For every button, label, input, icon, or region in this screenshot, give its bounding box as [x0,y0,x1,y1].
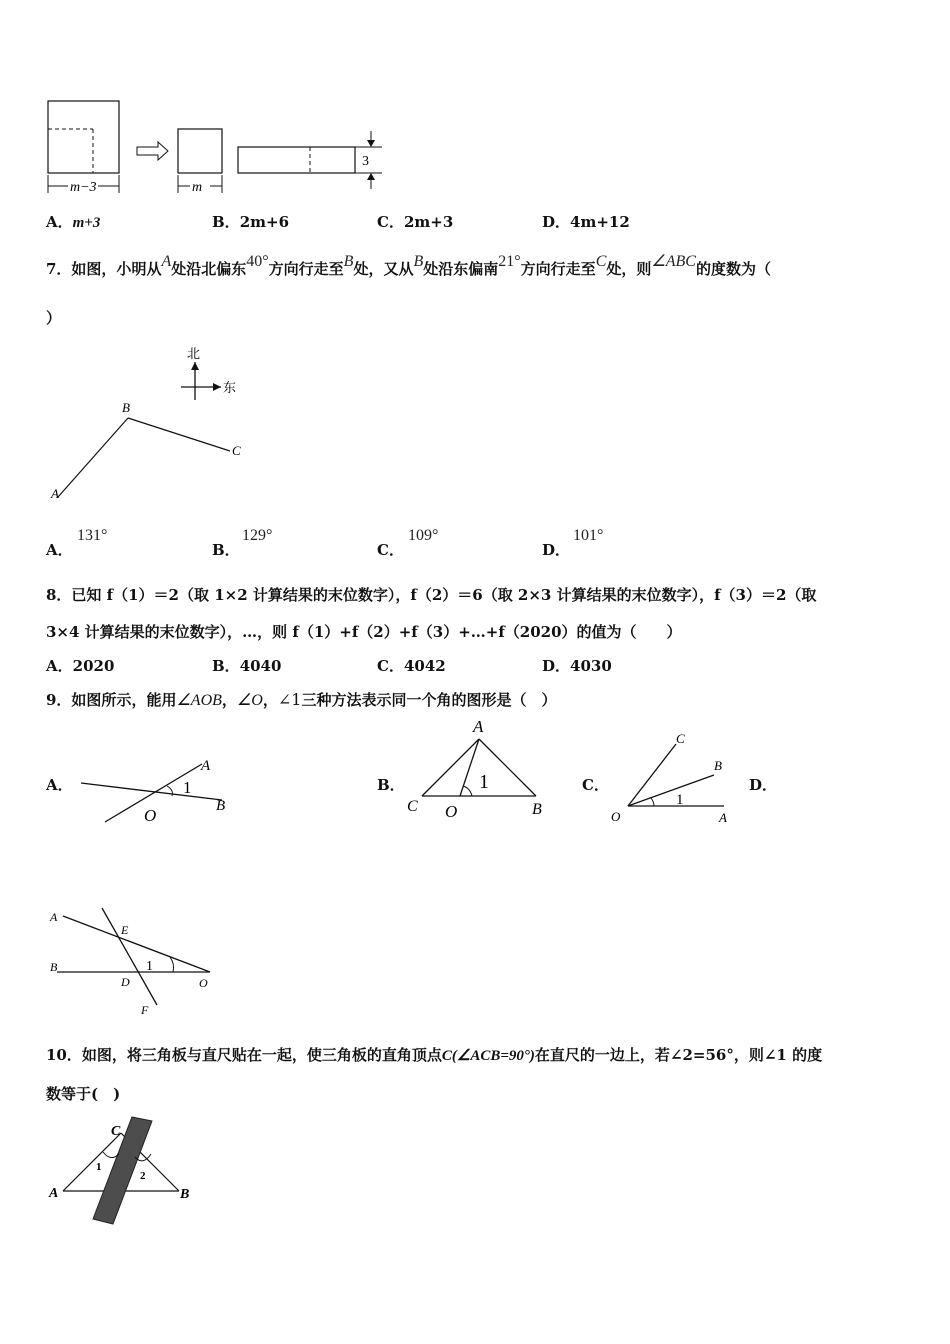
q8-option-b [212,655,281,676]
q7-text-4: 处，又从 [353,260,414,278]
q7-point-b-2: B [413,253,424,270]
q10-label-2: 2 [140,1170,146,1182]
q6-option-b [212,211,289,232]
q6-option-b-letter: B． [212,213,240,231]
q6-option-a [46,211,100,232]
q9d-label-1: 1 [146,959,153,974]
q9-sep-1: ， [221,691,237,709]
q8-option-a-letter: A． [46,657,73,675]
q9-angle-o: ∠O [236,692,263,709]
q6-option-a-text: m+3 [72,215,101,231]
q9d-label-f: F [141,1003,149,1017]
q6-option-d-letter: D． [542,213,571,231]
q7-option-d [542,539,570,560]
q8-option-a-text: 2020 [72,657,115,675]
q7-deg-40: 40° [246,253,269,270]
q7-text-3: 方向行走至 [268,260,344,278]
q9d-label-o: O [199,976,208,990]
q7-option-d-letter: D． [542,541,571,559]
q7-close-paren: ） [46,309,62,327]
q7-point-c: C [595,253,607,270]
q10-figure [45,1112,205,1227]
q7-fig-a: A [51,486,59,501]
q10-label-1: 1 [96,1161,102,1173]
q6-figure [40,95,400,205]
q9d-label-e: E [121,923,129,937]
q9-text-2: 三种方法表示同一个角的图形是（ ） [301,691,557,709]
q7-option-a-letter: A． [46,541,73,559]
q9-angle-aob: ∠AOB [176,692,222,709]
q7-text-6: 方向行走至 [520,260,596,278]
q9c-label-c: C [676,731,685,746]
q10-label-b: B [180,1187,190,1202]
q7-text-7: 处，则 [606,260,652,278]
q9b-label-c: C [407,798,418,815]
q9-figure-c [606,728,746,828]
q8-option-d-letter: D． [542,657,571,675]
q10-line-2: 数等于( ) [46,1085,121,1103]
q6-option-d-text: 4m+12 [570,213,630,231]
q7-point-b: B [343,253,354,270]
q7-question [46,253,771,279]
q9a-label-o: O [144,806,157,825]
q9a-label-1: 1 [183,778,192,797]
q9-figure-b [400,712,560,827]
q10-line-1 [46,1044,822,1065]
q9c-label-b: B [714,758,722,773]
q6-option-c [377,211,453,232]
q6-label-3: 3 [362,154,369,169]
q7-option-b-letter: B． [212,541,240,559]
q7-north-label: 北 [187,346,201,361]
q9c-label-a: A [719,810,727,825]
q6-option-c-letter: C． [377,213,404,231]
q9-figure-d [45,900,225,1020]
q8-option-b-letter: B． [212,657,240,675]
q7-option-b [212,539,240,560]
q9-option-d-letter: D． [749,776,778,794]
q9b-label-a: A [473,717,484,736]
q9b-label-1: 1 [479,771,489,793]
q7-angle-abc: ∠ABC [651,253,696,270]
q6-option-c-text: 2m+3 [403,213,454,231]
q10-label-a: A [49,1186,59,1201]
q6-option-b-text: 2m+6 [239,213,290,231]
q8-option-d [542,655,612,676]
q9-option-c-letter: C． [582,776,609,794]
q7-text-5: 处沿东偏南 [423,260,499,278]
q9c-label-1: 1 [676,792,684,808]
q6-option-a-letter: A． [46,213,73,231]
q8-option-a [46,655,114,676]
q7-point-a: A [161,253,172,270]
q9-option-a-letter: A． [46,776,73,794]
q9-figure-a [75,750,245,830]
q7-deg-21: 21° [498,253,521,270]
q8-line-1: 8．已知 f（1）＝2（取 1×2 计算结果的末位数字），f（2）＝6（取 2×3 计算结果的末位数字），f（3）＝2（取 [46,586,817,604]
q7-figure [45,340,265,505]
q10-text-c: 在直尺的一边上，若∠2=56°，则∠1 的度 [534,1046,823,1064]
q9-question [46,689,556,710]
q10-text-a: 10．如图，将三角板与直尺贴在一起，使三角板的直角顶点 [46,1046,442,1064]
q7-option-c-letter: C． [377,541,404,559]
q9-text-1: 9．如图所示，能用 [46,691,177,709]
q6-arrow [137,142,168,160]
q8-option-c-letter: C． [377,657,404,675]
q6-label-m3: m−3 [70,180,97,195]
q8-option-c-text: 4042 [403,657,446,675]
q8-option-b-text: 4040 [239,657,282,675]
q7-option-a-value: 131° [77,527,108,544]
q9a-label-b: B [216,798,226,814]
q9d-label-b: B [50,960,58,974]
q7-option-c-value: 109° [408,527,439,544]
q8-option-c [377,655,446,676]
q9a-label-a: A [201,758,211,774]
q7-text-1: 7．如图，小明从 [46,260,162,278]
q8-line-2: 3×4 计算结果的末位数字），…，则 f（1）+f（2）+f（3）+…+f（2020）的值为（ ） [46,623,682,641]
q10-label-c: C [111,1124,121,1139]
q6-option-d [542,211,630,232]
q7-fig-b: B [122,400,130,415]
q9c-label-o: O [611,809,621,824]
q7-text-8: 的度数为（ [695,260,771,278]
q7-option-c [377,539,404,560]
q7-option-d-value: 101° [573,527,604,544]
q7-option-b-value: 129° [242,527,273,544]
q9-sep-2: ， [262,691,278,709]
q9-angle-1: ∠1 [277,690,302,709]
q9d-label-d: D [121,975,130,989]
q9b-label-b: B [532,801,542,818]
q7-fig-c: C [232,443,241,458]
q9b-label-o: O [445,802,458,821]
q10-text-b: C(∠ACB=90°) [441,1048,535,1064]
q6-label-m: m [192,180,203,195]
q7-text-2: 处沿北偏东 [171,260,247,278]
q9d-label-a: A [50,910,58,924]
q8-option-d-text: 4030 [570,657,612,675]
q9-option-b-letter: B． [377,776,405,794]
q7-east-label: 东 [223,380,237,395]
q7-option-a [46,539,73,560]
